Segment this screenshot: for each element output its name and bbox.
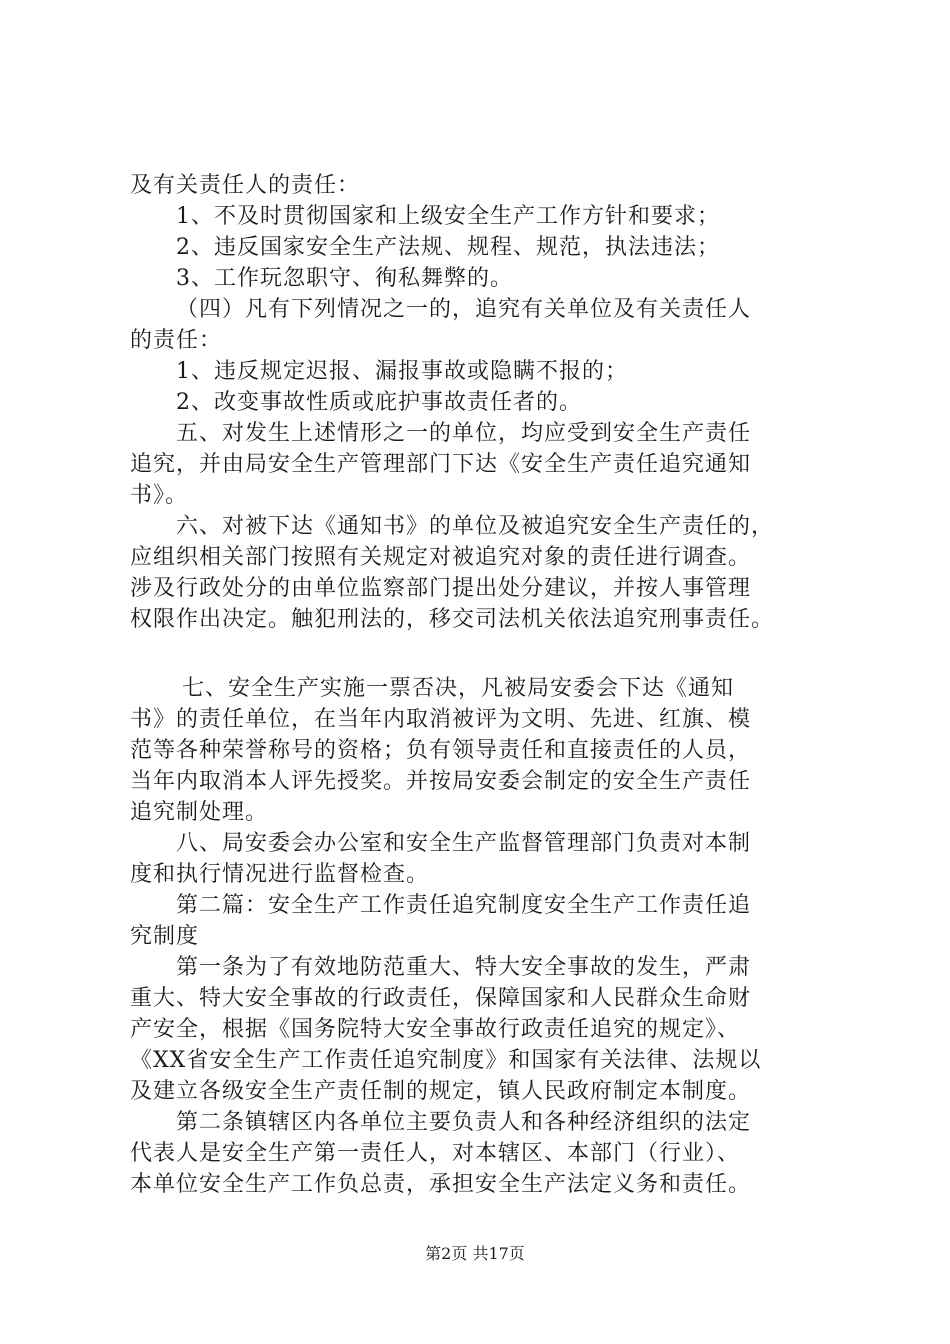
text-line: 1、违反规定迟报、漏报事故或隐瞒不报的； <box>176 359 628 384</box>
text-line: 应组织相关部门按照有关规定对被追究对象的责任进行调查。 <box>130 545 752 570</box>
text-line: 及建立各级安全生产责任制的规定，镇人民政府制定本制度。 <box>130 1079 752 1104</box>
text-line: 书》。 <box>130 483 189 508</box>
text-line: 八、局安委会办公室和安全生产监督管理部门负责对本制 <box>176 831 752 856</box>
text-line: 2、违反国家安全生产法规、规程、规范，执法违法； <box>176 235 720 260</box>
text-line: 权限作出决定。触犯刑法的，移交司法机关依法追究刑事责任。 <box>130 607 775 632</box>
text-line: 究制度 <box>130 924 200 949</box>
text-line: 书》的责任单位，在当年内取消被评为文明、先进、红旗、模 <box>130 707 752 732</box>
text-line: 本单位安全生产工作负总责，承担安全生产法定义务和责任。 <box>130 1172 752 1197</box>
text-line: 五、对发生上述情形之一的单位，均应受到安全生产责任 <box>176 421 752 446</box>
text-line: 代表人是安全生产第一责任人，对本辖区、本部门（行业）、 <box>130 1141 741 1166</box>
text-line: 六、对被下达《通知书》的单位及被追究安全生产责任的， <box>176 514 775 539</box>
text-line: 及有关责任人的责任： <box>130 173 361 198</box>
text-line: （四）凡有下列情况之一的，追究有关单位及有关责任人 <box>176 297 752 322</box>
text-line: 《XX省安全生产工作责任追究制度》和国家有关法律、法规以 <box>130 1048 762 1073</box>
text-line: 产安全，根据《国务院特大安全事故行政责任追究的规定》、 <box>130 1017 741 1042</box>
text-line: 范等各种荣誉称号的资格；负有领导责任和直接责任的人员， <box>130 738 752 763</box>
text-line: 第二篇：安全生产工作责任追究制度安全生产工作责任追 <box>176 893 752 918</box>
paragraph-gap <box>130 635 830 673</box>
text-line: 第一条为了有效地防范重大、特大安全事故的发生，严肃 <box>176 955 752 980</box>
text-line: 当年内取消本人评先授奖。并按局安委会制定的安全生产责任 <box>130 769 752 794</box>
text-line: 1、不及时贯彻国家和上级安全生产工作方针和要求； <box>176 204 720 229</box>
text-line: 第二条镇辖区内各单位主要负责人和各种经济组织的法定 <box>176 1110 752 1135</box>
text-line: 2、改变事故性质或庇护事故责任者的。 <box>176 390 582 415</box>
text-line: 的责任： <box>130 328 223 353</box>
text-line: 七、安全生产实施一票否决，凡被局安委会下达《通知 <box>182 676 735 701</box>
text-line: 追究制处理。 <box>130 800 269 825</box>
text-line: 涉及行政处分的由单位监察部门提出处分建议，并按人事管理 <box>130 576 752 601</box>
text-line: 度和执行情况进行监督检查。 <box>130 862 430 887</box>
page-number-footer: 第2页 共17页 <box>425 1244 525 1263</box>
document-body <box>130 170 830 1200</box>
text-line: 追究，并由局安全生产管理部门下达《安全生产责任追究通知 <box>130 452 752 477</box>
text-line: 3、工作玩忽职守、徇私舞弊的。 <box>176 266 513 291</box>
text-line: 重大、特大安全事故的行政责任，保障国家和人民群众生命财 <box>130 986 752 1011</box>
